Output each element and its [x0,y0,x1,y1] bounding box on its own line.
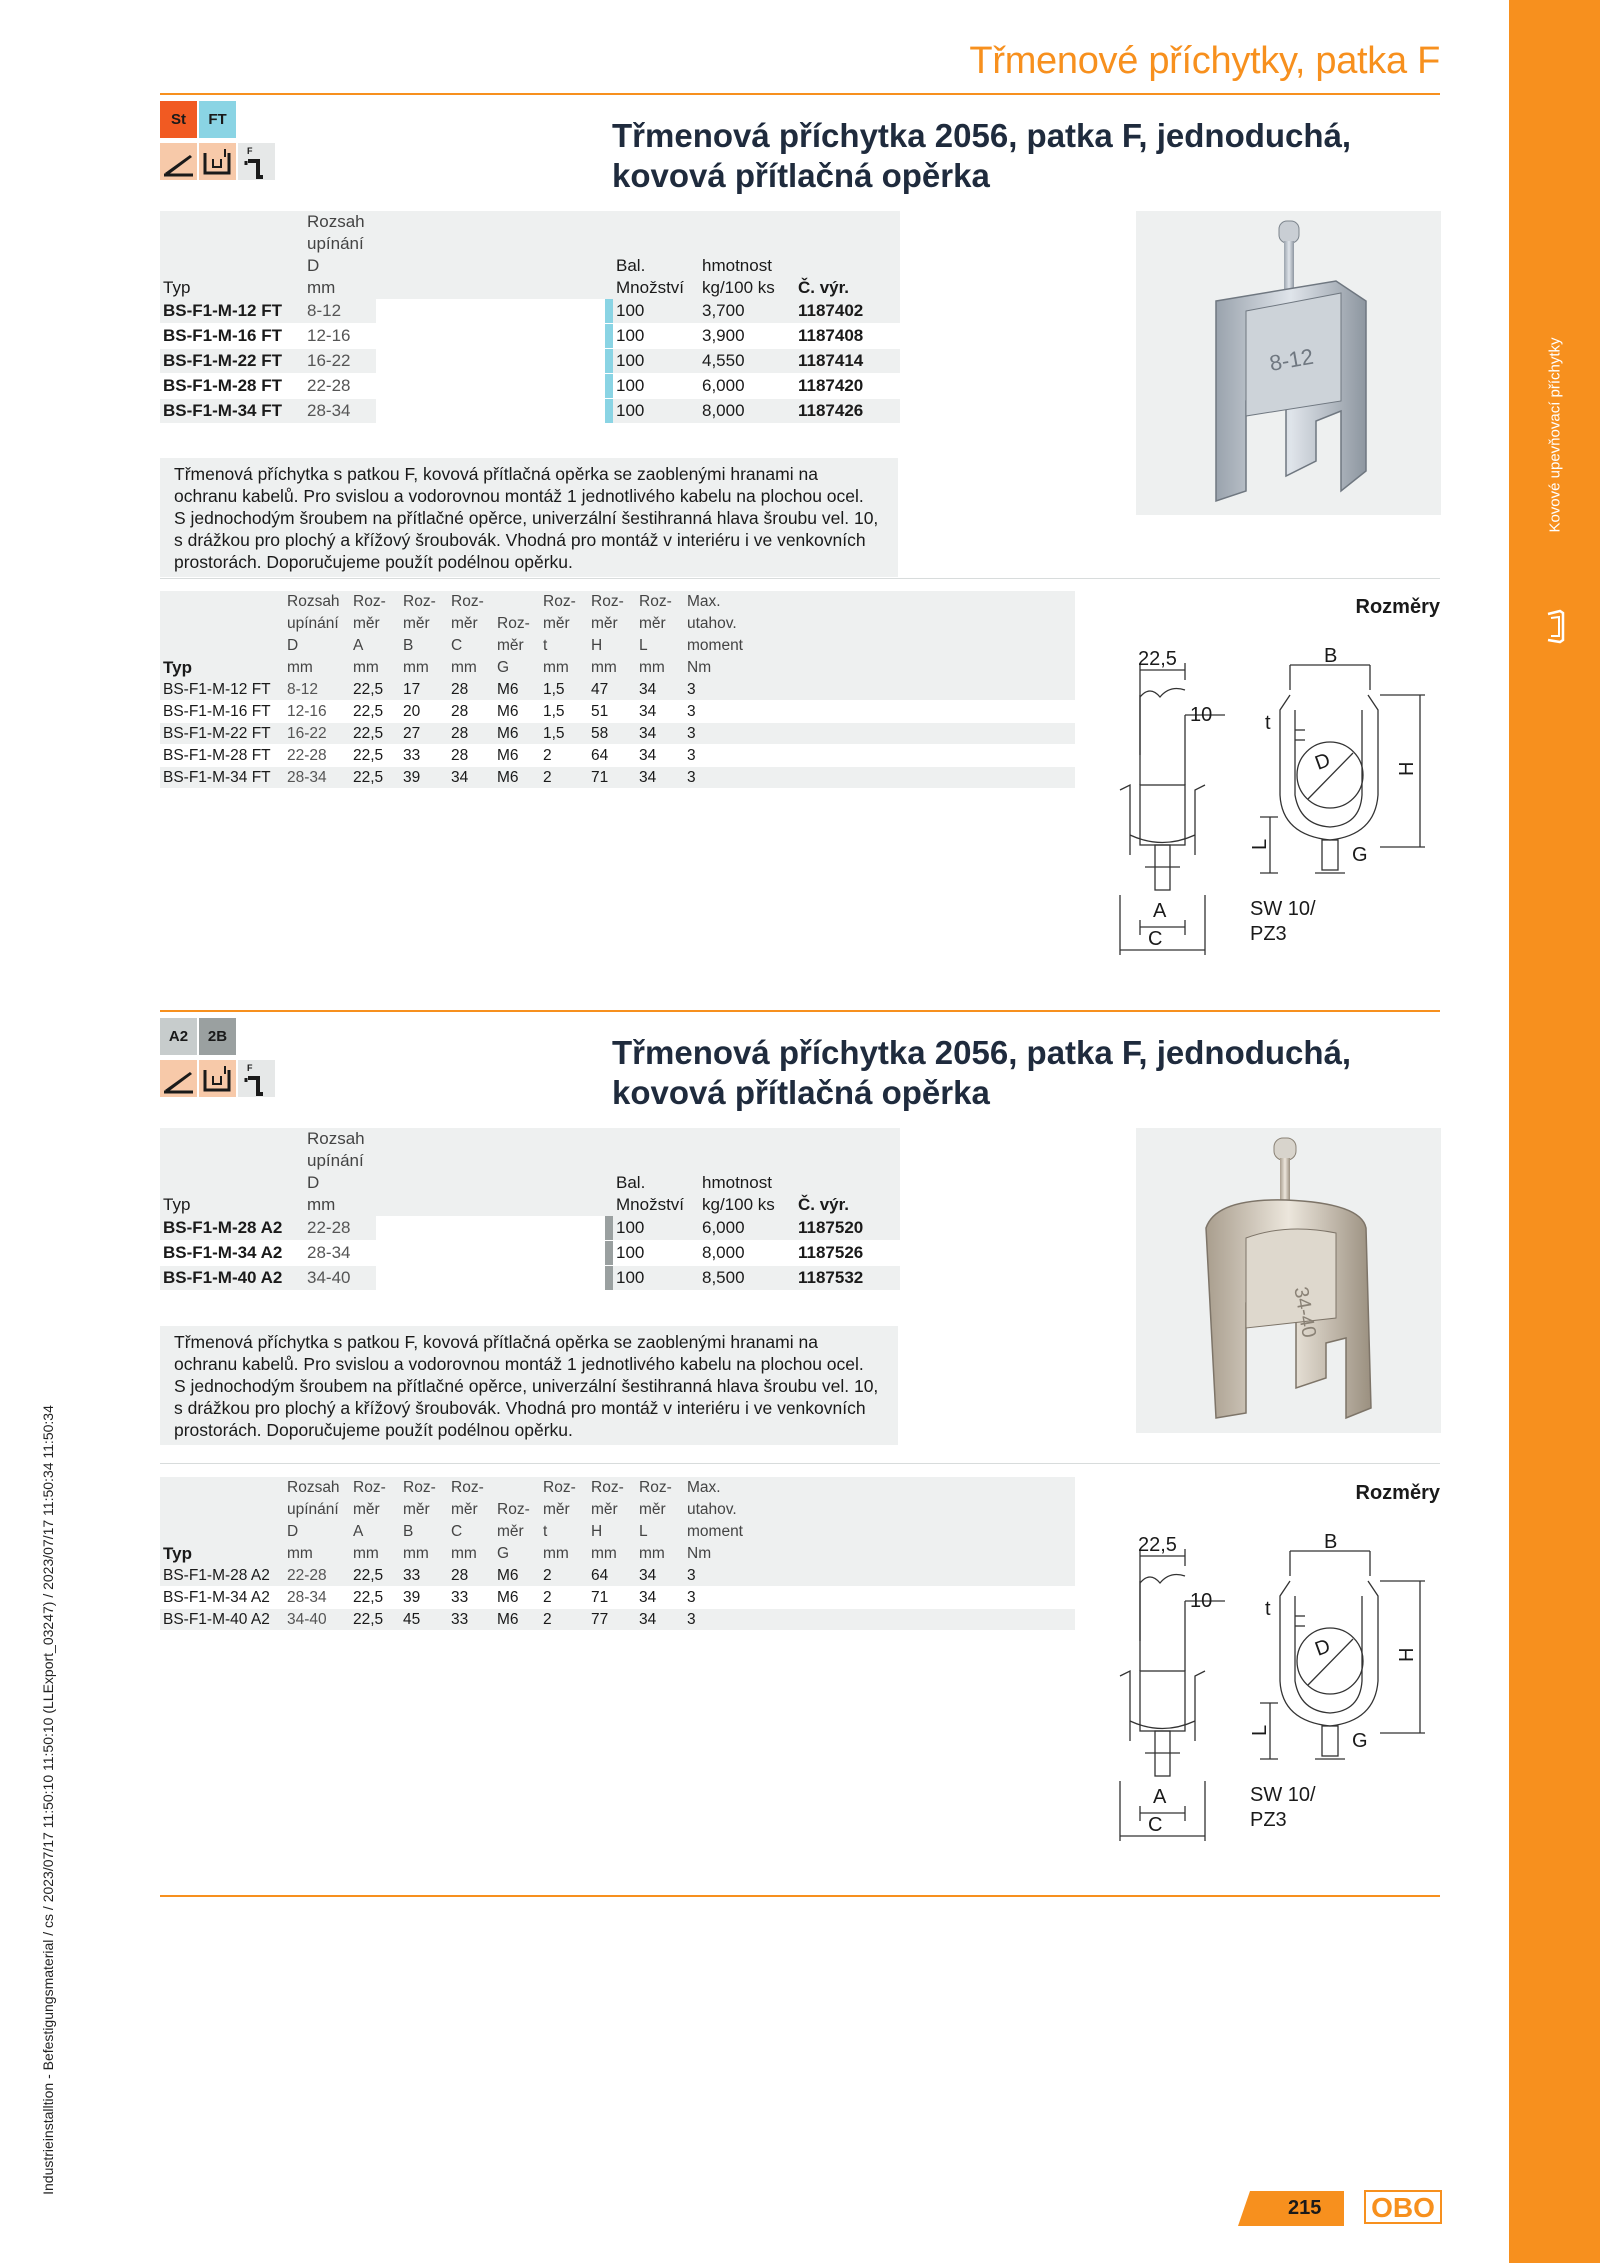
weight-cell: 6,000 [699,1216,795,1241]
side-label: Kovové upevňovací příchytky [1546,337,1563,533]
dim-cell: 39 [400,767,448,789]
article-cell: 1187426 [795,399,900,424]
description-line: s drážkou pro plochý a křížový šroubovák. Vhodná pro montáž v interiéru i ve venkovních [174,1398,866,1418]
spacer-cell [376,374,605,399]
article-cell: 1187526 [795,1241,900,1266]
table-row [160,299,900,324]
table-row [160,679,1075,701]
type-cell: BS-F1-M-34 FT [160,399,304,424]
page-heading: Třmenové příchytky, patka F [969,40,1440,82]
product-description [160,458,898,577]
dim-cell: BS-F1-M-34 A2 [160,1587,284,1609]
dim-cell: 1,5 [540,701,588,723]
svg-text:F: F [247,146,253,156]
installation-surface-icon [160,1060,197,1097]
weight-cell: 8,500 [699,1266,795,1291]
spacer-cell [376,1241,605,1266]
dim-cell: 22,5 [350,723,400,745]
dimension-drawing [1100,635,1430,960]
dim-cell: 34 [636,1587,684,1609]
svg-text:PZ3: PZ3 [1250,923,1287,945]
dim-cell: M6 [494,767,540,789]
dim-cell: 34 [448,767,494,789]
dim-cell: 3 [684,767,1075,789]
svg-text:OBO: OBO [1371,2192,1435,2223]
dim-cell: BS-F1-M-40 A2 [160,1609,284,1631]
table-row [160,1587,1075,1609]
dim-cell: 2 [540,1565,588,1587]
dim-col-header: Roz- měr t mm [543,593,576,676]
svg-text:34-40: 34-40 [1289,1285,1320,1340]
dim-cell: 2 [540,767,588,789]
foot-f-icon [238,143,275,180]
dim-cell: 8-12 [284,679,350,701]
weight-cell: 6,000 [699,374,795,399]
dim-cell: 22,5 [350,679,400,701]
product-title: Třmenová příchytka 2056, patka F, jednoduchá, kovová přítlačná opěrka [612,117,1352,194]
svg-text:SW 10/: SW 10/ [1250,1784,1316,1806]
footer-rule-top [160,1895,1440,1897]
table-row [160,745,1075,767]
dim-cell: 71 [588,767,636,789]
finish-marker [605,349,613,374]
dim-cell: 3 [684,679,1075,701]
dim-col-header: Rozsah upínání D mm [287,593,340,676]
dim-cell: 58 [588,723,636,745]
dim-col-header: Roz- měr L mm [639,593,672,676]
dim-cell: 28 [448,723,494,745]
dim-cell: 2 [540,745,588,767]
dim-cell: BS-F1-M-22 FT [160,723,284,745]
dim-cell: 34 [636,1609,684,1631]
range-cell: 28-34 [304,399,376,424]
description-line: s drážkou pro plochý a křížový šroubovák. Vhodná pro montáž v interiéru i ve venkovních [174,530,866,550]
table-row [160,1565,1075,1587]
dim-cell: 3 [684,723,1075,745]
material-badge: St [160,101,197,138]
range-cell: 34-40 [304,1266,376,1291]
dim-cell: BS-F1-M-16 FT [160,701,284,723]
dim-cell: 3 [684,701,1075,723]
svg-text:H: H [1396,1647,1418,1662]
dim-cell: 22-28 [284,745,350,767]
svg-text:t: t [1265,712,1271,734]
svg-text:10: 10 [1190,704,1213,726]
dim-cell: 22,5 [350,1609,400,1631]
dim-cell: 39 [400,1587,448,1609]
description-line: Třmenová příchytka s patkou F, kovová přítlačná opěrka se zaoblenými hranami na [174,1332,818,1352]
type-cell: BS-F1-M-28 FT [160,374,304,399]
dim-cell: 3 [684,1587,1075,1609]
dim-cell: BS-F1-M-12 FT [160,679,284,701]
dim-cell: 3 [684,1609,1075,1631]
type-cell: BS-F1-M-16 FT [160,324,304,349]
dim-cell: 12-16 [284,701,350,723]
order-table [160,211,900,424]
svg-text:t: t [1265,1598,1271,1620]
table-row [160,701,1075,723]
divider [160,1463,1440,1464]
foot-f-icon [238,1060,275,1097]
divider [160,578,1440,579]
order-table [160,1128,900,1291]
dimensions-title: Rozměry [1355,1482,1440,1504]
svg-text:L: L [1249,1724,1271,1736]
dim-cell: M6 [494,723,540,745]
dim-cell: 20 [400,701,448,723]
dim-col-header: Roz- měr C mm [451,593,484,676]
description-line: prostorách. Doporučujeme použít podélnou opěrku. [174,1420,573,1440]
col-article: Č. výr. [798,278,850,297]
finish-marker [605,1241,613,1266]
clamp-profile-icon [199,143,236,180]
dim-cell: 71 [588,1587,636,1609]
dim-cell: M6 [494,1587,540,1609]
dim-col-header: Typ [163,658,192,677]
dim-cell: 17 [400,679,448,701]
dimension-table [160,1477,1075,1631]
product-photo [1136,211,1441,515]
finish-marker [605,374,613,399]
dim-cell: 22,5 [350,1587,400,1609]
finish-marker [605,1266,613,1291]
range-cell: 28-34 [304,1241,376,1266]
dim-col-header: Roz- měr G [497,615,530,676]
col-weight: hmotnost kg/100 ks [702,256,775,297]
range-cell: 8-12 [304,299,376,324]
dim-cell: M6 [494,679,540,701]
svg-text:8-12: 8-12 [1267,343,1316,376]
dim-cell: 34 [636,723,684,745]
pack-cell: 100 [613,1266,699,1291]
page-number: 215 [1288,2197,1322,2219]
type-cell: BS-F1-M-22 FT [160,349,304,374]
description-line: Třmenová příchytka s patkou F, kovová přítlačná opěrka se zaoblenými hranami na [174,464,818,484]
finish-marker [605,399,613,424]
dim-cell: 33 [448,1609,494,1631]
dim-cell: 47 [588,679,636,701]
table-row [160,1216,900,1241]
table-row [160,1241,900,1266]
svg-text:22,5: 22,5 [1138,1534,1177,1556]
col-pack: Bal. Množství [616,1173,685,1214]
dim-cell: M6 [494,1565,540,1587]
section-rule [160,1010,1440,1012]
article-cell: 1187414 [795,349,900,374]
dim-cell: 34 [636,1565,684,1587]
product-photo [1136,1128,1441,1433]
table-row [160,723,1075,745]
range-cell: 16-22 [304,349,376,374]
print-metadata: Industrieinstalltion - Befestigungsmaterial / cs / 2023/07/17 11:50:10 11:50:10 (LLExport_03247) / 2023/07/17 11:50:34 11:50:34 [40,1405,56,2195]
dim-cell: 28 [448,679,494,701]
dim-cell: 34 [636,745,684,767]
svg-text:SW 10/: SW 10/ [1250,898,1316,920]
description-line: S jednochodým šroubem na přítlačné opěrce, univerzální šestihranná hlava šroubu vel. 10, [174,1376,879,1396]
product-title: Třmenová příchytka 2056, patka F, jednoduchá, kovová přítlačná opěrka [612,1034,1352,1111]
dim-cell: 34-40 [284,1609,350,1631]
table-row [160,374,900,399]
pack-cell: 100 [613,349,699,374]
col-weight: hmotnost kg/100 ks [702,1173,775,1214]
col-range: Rozsah upínání D mm [307,1129,365,1214]
svg-text:D: D [1312,749,1334,775]
col-article: Č. výr. [798,1195,850,1214]
dim-cell: 33 [400,745,448,767]
dimension-drawing [1100,1521,1430,1846]
svg-text:A: A [1153,1786,1167,1808]
table-row [160,349,900,374]
finish-marker [605,1216,613,1241]
type-cell: BS-F1-M-28 A2 [160,1216,304,1241]
pack-cell: 100 [613,399,699,424]
dim-cell: 64 [588,1565,636,1587]
orange-sidebar [1509,0,1600,2263]
pack-cell: 100 [613,324,699,349]
range-cell: 22-28 [304,1216,376,1241]
pack-cell: 100 [613,374,699,399]
col-pack: Bal. Množství [616,256,685,297]
dim-cell: 34 [636,701,684,723]
dim-cell: 3 [684,1565,1075,1587]
svg-text:C: C [1148,928,1163,950]
article-cell: 1187532 [795,1266,900,1291]
dim-cell: 16-22 [284,723,350,745]
pack-cell: 100 [613,299,699,324]
dim-col-header: Roz- měr t mm [543,1479,576,1562]
weight-cell: 8,000 [699,1241,795,1266]
product-description [160,1326,898,1445]
weight-cell: 8,000 [699,399,795,424]
svg-text:H: H [1396,761,1418,776]
dim-cell: 22-28 [284,1565,350,1587]
table-row [160,767,1075,789]
clamp-profile-icon [199,1060,236,1097]
clamp-icon [1545,608,1567,646]
dim-cell: BS-F1-M-28 FT [160,745,284,767]
dim-col-header: Rozsah upínání D mm [287,1479,340,1562]
dimensions-title: Rozměry [1355,596,1440,618]
svg-text:C: C [1148,1814,1163,1836]
pack-cell: 100 [613,1216,699,1241]
dim-cell: 2 [540,1587,588,1609]
svg-text:22,5: 22,5 [1138,648,1177,670]
dim-cell: 1,5 [540,679,588,701]
dim-cell: 77 [588,1609,636,1631]
description-line: ochranu kabelů. Pro svislou a vodorovnou montáž 1 jednotlivého kabelu na plochou ocel. [174,486,864,506]
dim-col-header: Roz- měr L mm [639,1479,672,1562]
material-badge: A2 [160,1018,197,1055]
article-cell: 1187408 [795,324,900,349]
table-row [160,1266,900,1291]
dim-col-header: Max. utahov. moment Nm [687,1479,743,1562]
col-type: Typ [163,1195,191,1214]
dim-cell: 45 [400,1609,448,1631]
dim-cell: 28 [448,745,494,767]
finish-marker [605,299,613,324]
weight-cell: 4,550 [699,349,795,374]
dim-cell: 2 [540,1609,588,1631]
dim-cell: 33 [400,1565,448,1587]
dim-cell: 1,5 [540,723,588,745]
pack-cell: 100 [613,1241,699,1266]
svg-text:B: B [1324,645,1338,667]
type-cell: BS-F1-M-12 FT [160,299,304,324]
dim-col-header: Roz- měr B mm [403,1479,436,1562]
dim-cell: 22,5 [350,745,400,767]
finish-badge: 2B [199,1018,236,1055]
dim-cell: 22,5 [350,701,400,723]
svg-text:D: D [1312,1635,1334,1661]
svg-text:A: A [1153,900,1167,922]
spacer-cell [376,299,605,324]
dim-cell: 51 [588,701,636,723]
spacer-cell [376,399,605,424]
dim-cell: 28-34 [284,767,350,789]
dim-cell: BS-F1-M-34 FT [160,767,284,789]
dim-col-header: Max. utahov. moment Nm [687,593,743,676]
svg-text:10: 10 [1190,1590,1213,1612]
header-rule [160,93,1440,95]
dim-cell: 27 [400,723,448,745]
dim-cell: 64 [588,745,636,767]
dim-col-header: Roz- měr G [497,1501,530,1562]
dim-cell: 3 [684,745,1075,767]
dim-col-header: Roz- měr H mm [591,1479,624,1562]
table-row [160,324,900,349]
spacer-cell [376,1266,605,1291]
dim-col-header: Roz- měr A mm [353,593,386,676]
dim-col-header: Roz- měr B mm [403,593,436,676]
dim-col-header: Typ [163,1544,192,1563]
range-cell: 22-28 [304,374,376,399]
article-cell: 1187420 [795,374,900,399]
article-cell: 1187402 [795,299,900,324]
col-range: Rozsah upínání D mm [307,212,365,297]
description-line: ochranu kabelů. Pro svislou a vodorovnou montáž 1 jednotlivého kabelu na plochou ocel. [174,1354,864,1374]
svg-text:L: L [1249,838,1271,850]
finish-marker [605,324,613,349]
dimension-table [160,591,1075,789]
dim-col-header: Roz- měr H mm [591,593,624,676]
type-cell: BS-F1-M-40 A2 [160,1266,304,1291]
svg-text:B: B [1324,1531,1338,1553]
dim-col-header: Roz- měr C mm [451,1479,484,1562]
article-cell: 1187520 [795,1216,900,1241]
svg-text:F: F [247,1063,253,1073]
description-line: prostorách. Doporučujeme použít podélnou opěrku. [174,552,573,572]
dim-cell: M6 [494,745,540,767]
weight-cell: 3,900 [699,324,795,349]
dim-cell: M6 [494,1609,540,1631]
installation-surface-icon [160,143,197,180]
svg-text:G: G [1352,1730,1368,1752]
dim-cell: 28-34 [284,1587,350,1609]
finish-badge: FT [199,101,236,138]
dim-col-header: Roz- měr A mm [353,1479,386,1562]
type-cell: BS-F1-M-34 A2 [160,1241,304,1266]
dim-cell: BS-F1-M-28 A2 [160,1565,284,1587]
weight-cell: 3,700 [699,299,795,324]
table-row [160,399,900,424]
dim-cell: 22,5 [350,1565,400,1587]
col-type: Typ [163,278,191,297]
table-row [160,1609,1075,1631]
spacer-cell [376,349,605,374]
dim-cell: M6 [494,701,540,723]
spacer-cell [376,1216,605,1241]
dim-cell: 33 [448,1587,494,1609]
spacer-cell [376,324,605,349]
dim-cell: 28 [448,1565,494,1587]
dim-cell: 34 [636,679,684,701]
obo-logo [1364,2188,1442,2226]
dim-cell: 22,5 [350,767,400,789]
svg-text:G: G [1352,844,1368,866]
description-line: S jednochodým šroubem na přítlačné opěrce, univerzální šestihranná hlava šroubu vel. 10, [174,508,879,528]
svg-text:PZ3: PZ3 [1250,1809,1287,1831]
dim-cell: 34 [636,767,684,789]
range-cell: 12-16 [304,324,376,349]
dim-cell: 28 [448,701,494,723]
